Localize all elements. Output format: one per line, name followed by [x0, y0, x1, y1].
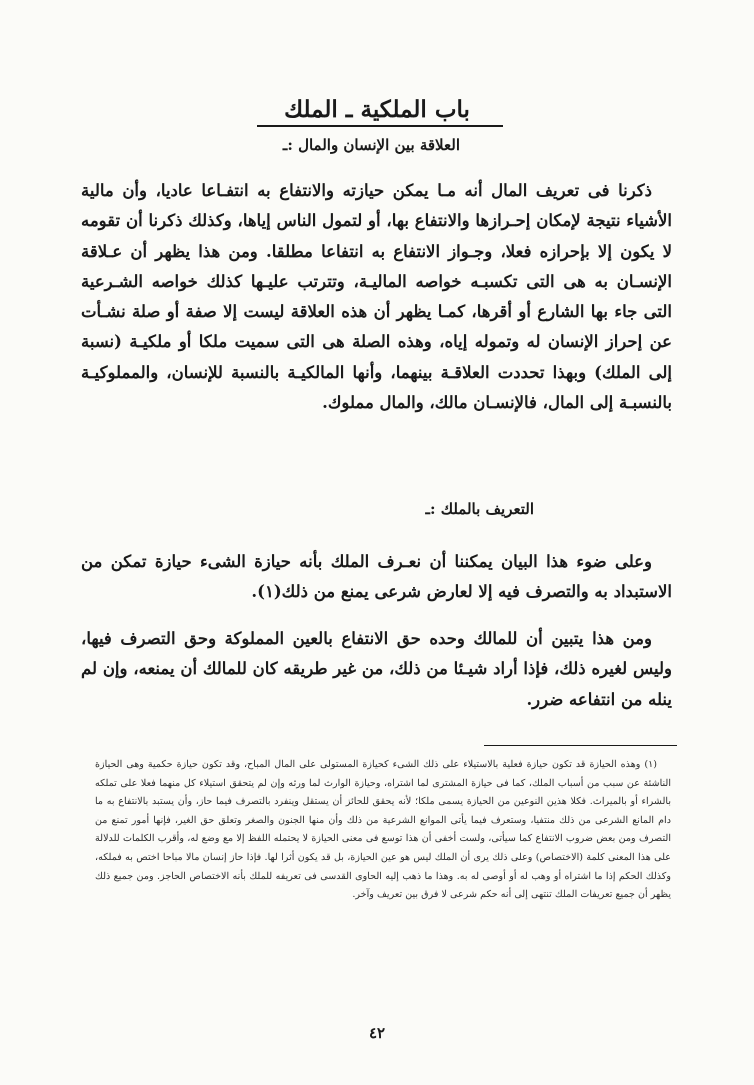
- section-heading-definition: التعريف بالملك :ـ: [425, 500, 534, 518]
- section-heading-relation: العلاقة بين الإنسان والمال :ـ: [282, 136, 460, 154]
- chapter-title: باب الملكية ـ الملك: [284, 96, 470, 123]
- footnote: (١) وهذه الحيازة قد تكون حيازة فعلية بالاستيلاء على ذلك الشىء كحيازة المستولى على المال المباح، وقد تكون حيازة حكمية وهى الحيازة الناشئة عن سبب من أسباب الملك، كما فى حيازة المشترى لما اشتراه، وحيازة الوارث لما ورثه وإن لم يتحقق استيلاء كل منهما فعلا على تملكه بالشراء أو بالميراث. فكلا هذين النوعين من الحيازة يسمى ملكا؛ لأنه يحقق للحائز أن يستقل وينفرد بالتصرف فيما حاز، وأن يستبد بالانتفاع به ما دام المانع الشرعى من ذلك منتفيا، وستعرف فيما يأتى الموانع الشرعية من ذلك وأن منها الجنون والصغر وتعلق حق الغير، فإنها أمور تمنع من التصرف ومن بعض ضروب الانتفاع كما سيأتى، ولست أخفى أن هذا توسع فى معنى الحيازة لا يحتمله اللفظ إلا مع وضع له، وأقرب الكلمات للدلالة على هذا المعنى كلمة (الاختصاص) وعلى ذلك يرى أن الملك ليس هو عين الحيازة، بل قد يكون أثرا لها. فإذا حاز إنسان مالا مباحا اختص به فملكه، وكذلك الحكم إذا ما اشتراه أو وهب له أو أوصى له به. وهذا ما ذهب إليه الحاوى القدسى فى تعريفه للملك بأنه الاختصاص الحاجز. ومن جميع ذلك يظهر أن جميع تعريفات الملك تنتهى إلى أنه حكم شرعى لا فرق بين تعريف وآخر.: [95, 759, 671, 901]
- body-paragraph-2: وعلى ضوء هذا البيان يمكننا أن نعـرف الملك بأنه حيازة الشىء حيازة تمكن من الاستبداد به والتصرف فيه إلا لعارض شرعى يمنع من ذلك(١).: [81, 552, 672, 602]
- title-underline: [257, 125, 503, 127]
- page-number: ٤٢: [368, 1024, 386, 1042]
- body-paragraph-1: ذكرنا فى تعريف المال أنه مـا يمكن حيازته والانتفاع به انتفـاعا عاديا، وأن مالية الأشياء نتيجة لإمكان إحـرازها والانتفاع بها، أو لتمول الناس إياها، وكذلك ذكرنا أن تقومه لا يكون إلا بإحرازه فعلا، وجـواز الانتفاع به انتفاعا مطلقا. ومن هذا يظهر أن عـلاقة الإنسـان به هى التى تكسبـه خواصه الماليـة، وتترتب عليـها كذلك خواصه الشـرعية التى جاء بها الشارع أو أقرها، كمـا يظهر أن هذه العلاقة ليست إلا صفة أو صلة نشـأت عن إحراز الإنسان له وتموله إياه، وهذه الصلة هى التى سميت ملكا أو ملكيـة (نسبة إلى الملك) وبهذا تحددت العلاقـة بينهما، وأنها المالكيـة بالنسبة للإنسان، والمملوكيـة بالنسبـة إلى المال، فالإنسـان مالك، والمال مملوك.: [81, 181, 672, 413]
- body-paragraph-3: ومن هذا يتبين أن للمالك وحده حق الانتفاع بالعين المملوكة وحق التصرف فيها، وليس لغيره ذلك، فإذا أراد شيـئا من ذلك، من غير طريقه كان للمالك أن يمنعه، وإن لم ينله من انتفاعه ضرر.: [81, 629, 672, 709]
- footnote-separator: [484, 745, 677, 746]
